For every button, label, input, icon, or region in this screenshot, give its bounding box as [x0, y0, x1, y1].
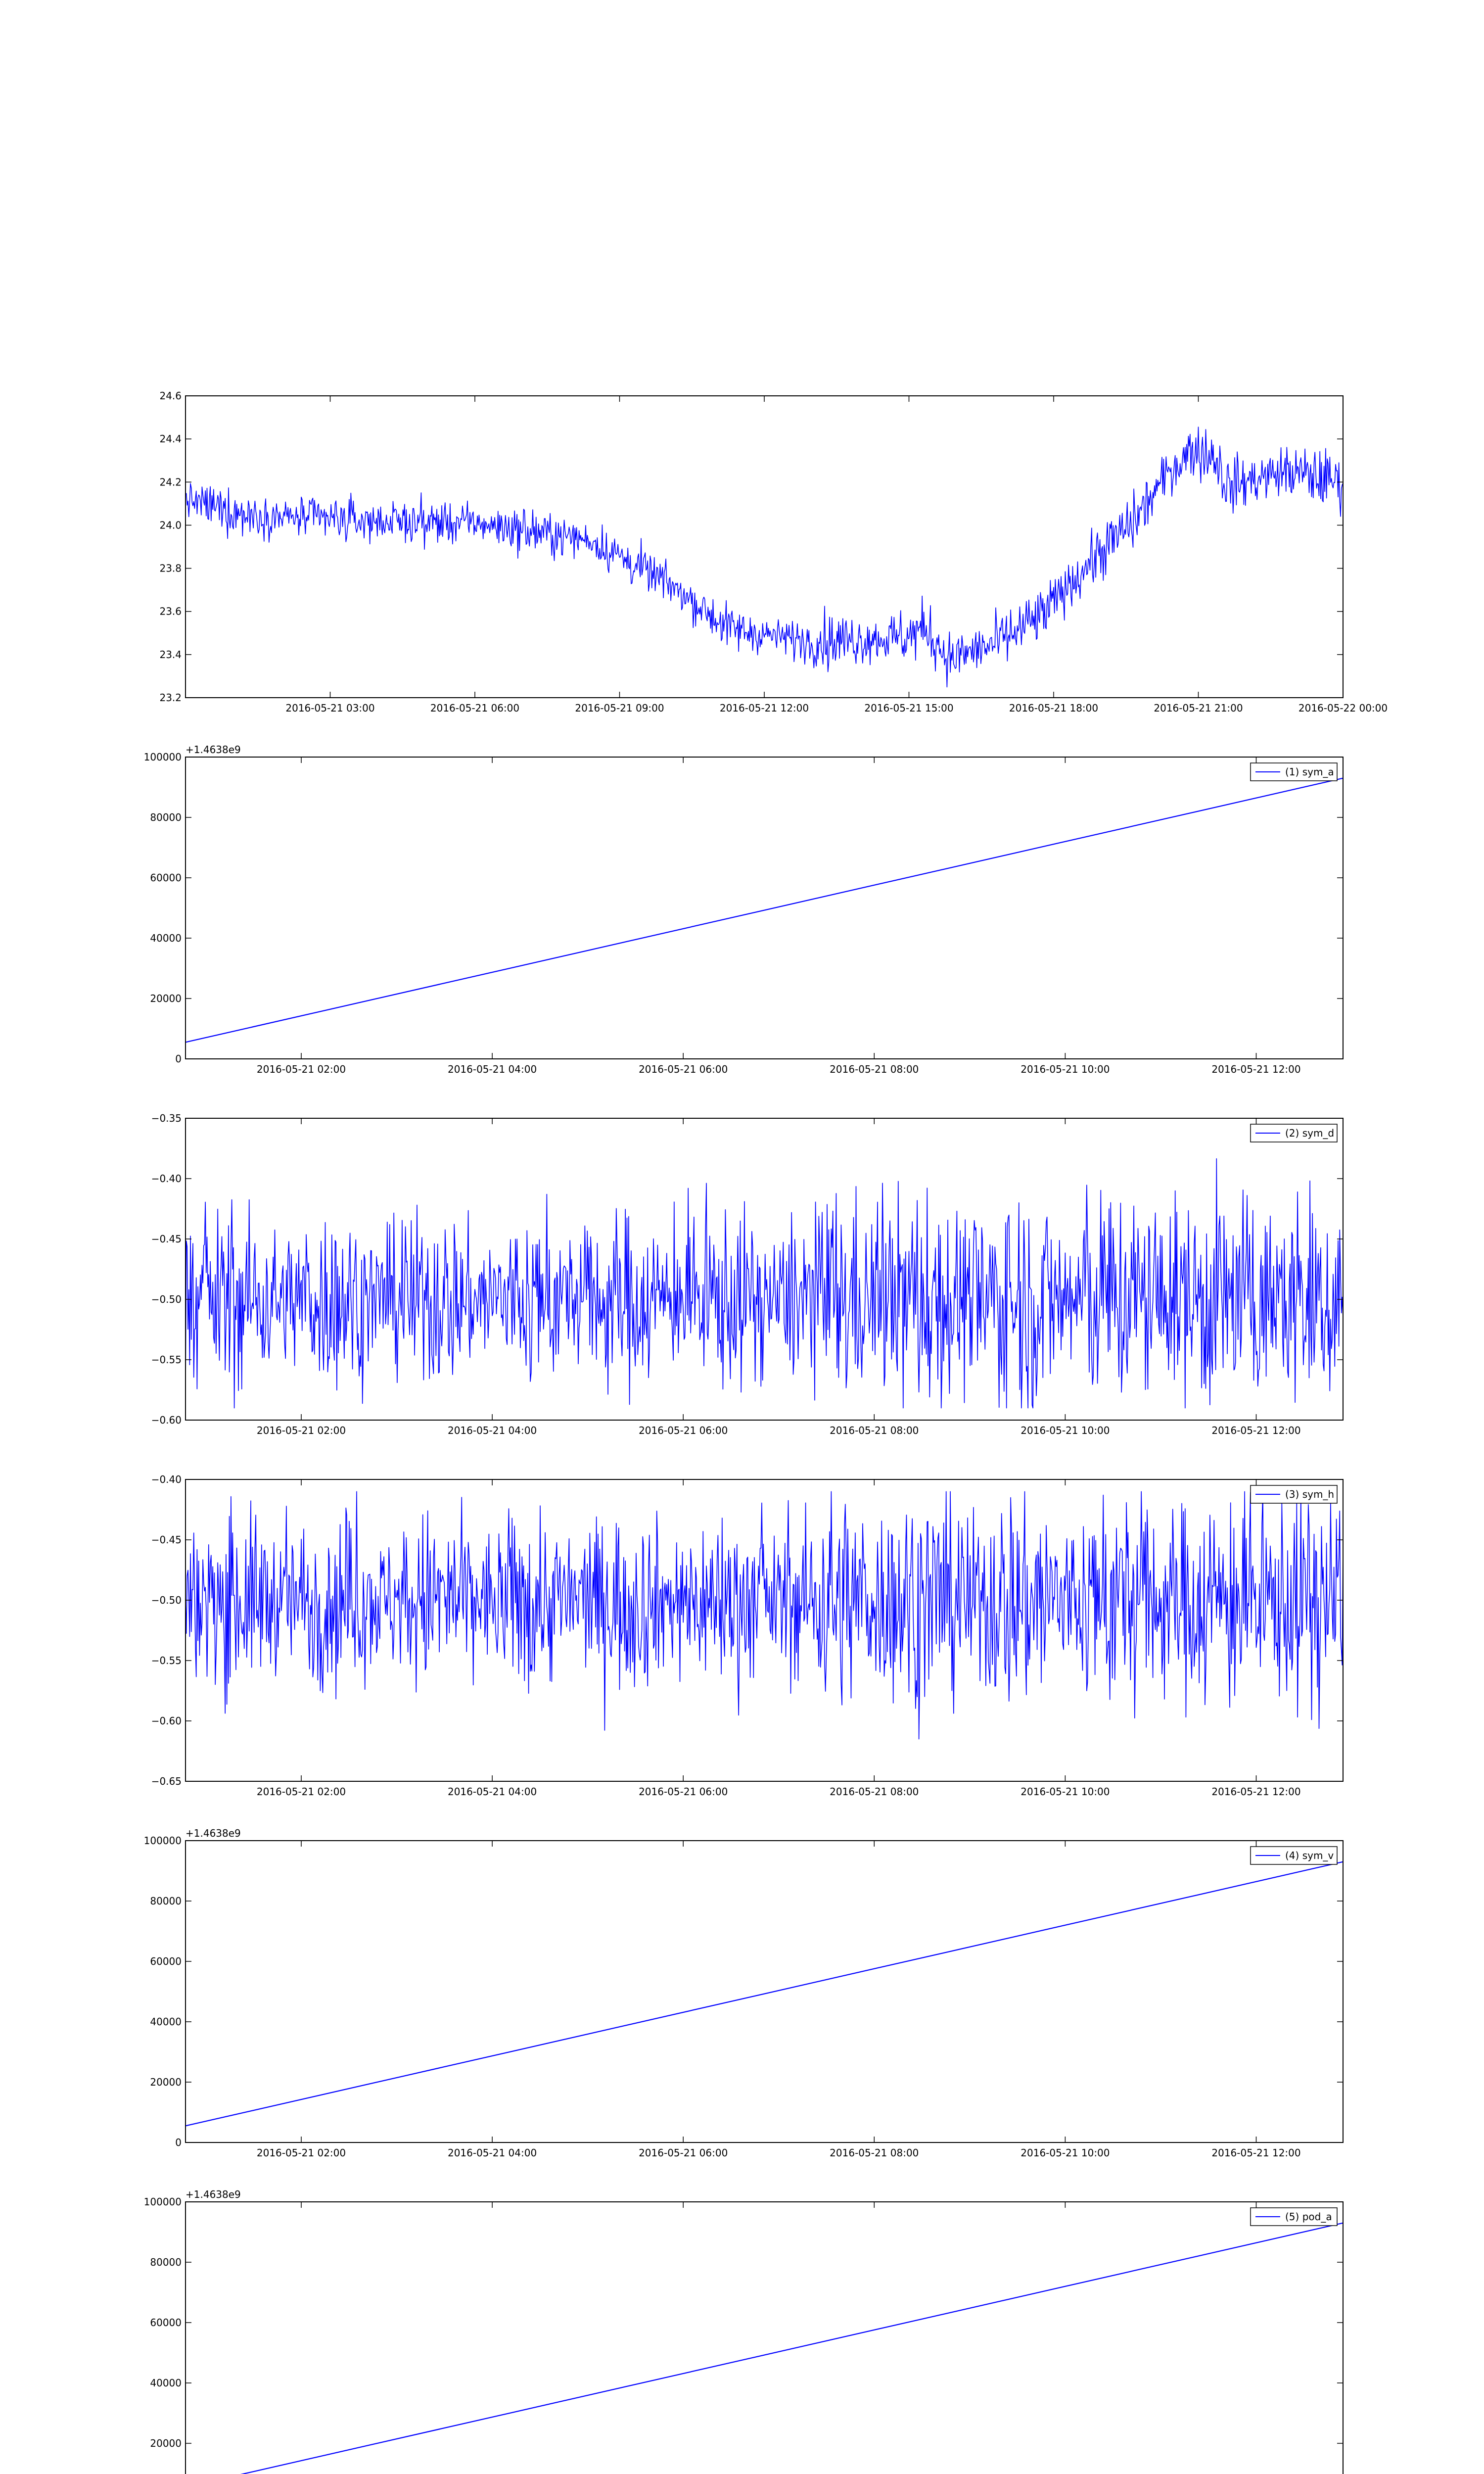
- y-tick-label: 60000: [150, 1955, 182, 1967]
- x-tick-label: 2016-05-21 18:00: [1009, 702, 1099, 714]
- plot-frame: [186, 2202, 1343, 2474]
- y-tick-label: 24.2: [159, 476, 182, 488]
- y-tick-label: −0.60: [151, 1715, 182, 1727]
- y-tick-label: 24.4: [159, 433, 182, 445]
- chart-panel-5: [144, 1827, 1343, 2159]
- x-tick-label: 2016-05-21 06:00: [430, 702, 520, 714]
- y-tick-label: −0.35: [151, 1112, 182, 1124]
- y-tick-label: 20000: [150, 2076, 182, 2088]
- y-tick-label: −0.45: [151, 1233, 182, 1245]
- series-line: [186, 1159, 1343, 1408]
- x-tick-label: 2016-05-21 10:00: [1020, 2147, 1110, 2159]
- x-tick-label: 2016-05-21 08:00: [830, 1786, 919, 1798]
- legend-label: (3) sym_h: [1285, 1488, 1335, 1500]
- series-line: [186, 427, 1343, 687]
- x-tick-label: 2016-05-21 04:00: [447, 1425, 537, 1436]
- x-tick-label: 2016-05-21 02:00: [256, 1063, 346, 1075]
- x-tick-label: 2016-05-21 04:00: [447, 1063, 537, 1075]
- y-tick-label: 23.6: [159, 605, 182, 618]
- chart-panel-6: [144, 2189, 1343, 2474]
- x-tick-label: 2016-05-21 08:00: [830, 1063, 919, 1075]
- y-tick-label: 60000: [150, 872, 182, 884]
- x-tick-label: 2016-05-21 09:00: [575, 702, 664, 714]
- x-tick-label: 2016-05-21 12:00: [1211, 1786, 1301, 1798]
- x-tick-label: 2016-05-21 12:00: [1211, 1425, 1301, 1436]
- y-tick-label: −0.40: [151, 1173, 182, 1185]
- y-tick-label: 23.4: [159, 648, 182, 661]
- y-tick-label: −0.55: [151, 1655, 182, 1666]
- y-tick-label: 80000: [150, 1895, 182, 1907]
- x-tick-label: 2016-05-21 02:00: [256, 1425, 346, 1436]
- legend-label: (5) pod_a: [1285, 2211, 1332, 2223]
- x-tick-label: 2016-05-21 04:00: [447, 1786, 537, 1798]
- x-tick-label: 2016-05-21 02:00: [256, 1786, 346, 1798]
- series-line: [186, 778, 1343, 1043]
- y-tick-label: −0.50: [151, 1293, 182, 1305]
- y-tick-label: −0.55: [151, 1354, 182, 1366]
- chart-panel-2: [144, 744, 1343, 1075]
- chart-panel-3: [151, 1112, 1343, 1436]
- x-tick-label: 2016-05-22 00:00: [1298, 702, 1388, 714]
- x-tick-label: 2016-05-21 10:00: [1020, 1063, 1110, 1075]
- y-tick-label: 40000: [150, 2016, 182, 2028]
- legend-label: (4) sym_v: [1285, 1850, 1334, 1861]
- x-tick-label: 2016-05-21 06:00: [639, 1063, 728, 1075]
- series-line: [186, 1491, 1343, 1739]
- x-tick-label: 2016-05-21 06:00: [639, 1786, 728, 1798]
- x-tick-label: 2016-05-21 12:00: [1211, 2147, 1301, 2159]
- y-tick-label: −0.65: [151, 1775, 182, 1787]
- x-tick-label: 2016-05-21 12:00: [1211, 1063, 1301, 1075]
- x-tick-label: 2016-05-21 12:00: [719, 702, 809, 714]
- y-tick-label: −0.50: [151, 1594, 182, 1606]
- chart-panel-1: [159, 390, 1388, 714]
- y-tick-label: 100000: [143, 751, 182, 763]
- y-tick-label: −0.60: [151, 1414, 182, 1426]
- offset-text: +1.4638e9: [186, 2189, 241, 2200]
- x-tick-label: 2016-05-21 02:00: [256, 2147, 346, 2159]
- y-tick-label: 20000: [150, 2437, 182, 2449]
- series-line: [186, 2223, 1343, 2474]
- y-tick-label: 40000: [150, 2377, 182, 2389]
- x-tick-label: 2016-05-21 03:00: [285, 702, 375, 714]
- plot-frame: [186, 757, 1343, 1059]
- y-tick-label: 0: [175, 1053, 182, 1065]
- x-tick-label: 2016-05-21 10:00: [1020, 1786, 1110, 1798]
- x-tick-label: 2016-05-21 10:00: [1020, 1425, 1110, 1436]
- y-tick-label: −0.45: [151, 1534, 182, 1546]
- offset-text: +1.4638e9: [186, 1827, 241, 1839]
- x-tick-label: 2016-05-21 08:00: [830, 2147, 919, 2159]
- y-tick-label: 0: [175, 2137, 182, 2148]
- x-tick-label: 2016-05-21 08:00: [830, 1425, 919, 1436]
- x-tick-label: 2016-05-21 04:00: [447, 2147, 537, 2159]
- plot-frame: [186, 396, 1343, 698]
- plot-frame: [186, 1841, 1343, 2142]
- legend-label: (2) sym_d: [1285, 1127, 1335, 1139]
- y-tick-label: 24.0: [159, 519, 182, 531]
- y-tick-label: 23.2: [159, 692, 182, 704]
- x-tick-label: 2016-05-21 21:00: [1154, 702, 1243, 714]
- y-tick-label: 23.8: [159, 562, 182, 574]
- y-tick-label: 40000: [150, 932, 182, 944]
- x-tick-label: 2016-05-21 06:00: [639, 2147, 728, 2159]
- legend-label: (1) sym_a: [1285, 766, 1334, 778]
- y-tick-label: 80000: [150, 2256, 182, 2268]
- y-tick-label: 80000: [150, 811, 182, 823]
- chart-panel-4: [151, 1474, 1343, 1798]
- offset-text: +1.4638e9: [186, 744, 241, 756]
- series-line: [186, 1862, 1343, 2126]
- y-tick-label: 100000: [143, 2196, 182, 2208]
- y-tick-label: 24.6: [159, 390, 182, 402]
- y-tick-label: 20000: [150, 993, 182, 1004]
- y-tick-label: 100000: [143, 1835, 182, 1847]
- x-tick-label: 2016-05-21 06:00: [639, 1425, 728, 1436]
- x-tick-label: 2016-05-21 15:00: [864, 702, 954, 714]
- y-tick-label: −0.40: [151, 1474, 182, 1485]
- y-tick-label: 60000: [150, 2317, 182, 2329]
